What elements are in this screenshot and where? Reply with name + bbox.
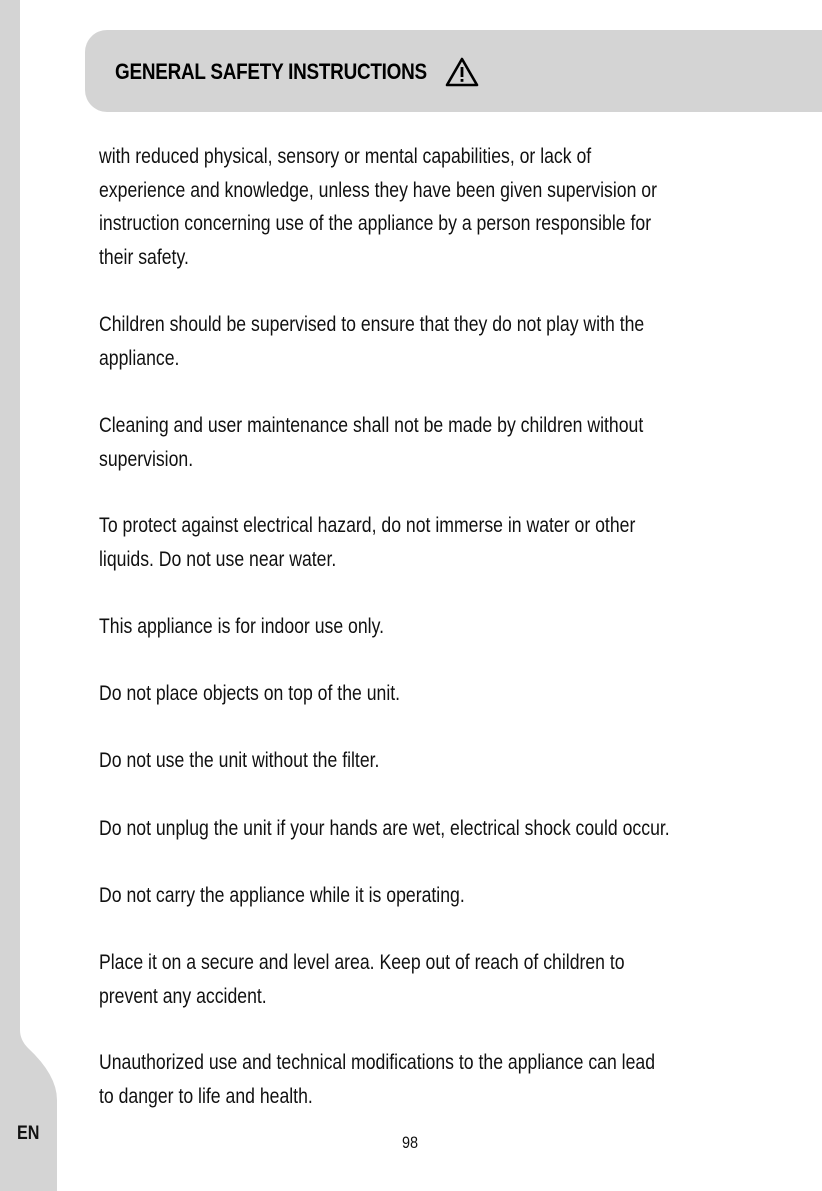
text-line: instruction concerning use of the appliance by a person responsible for (99, 212, 652, 235)
paragraph (99, 409, 822, 476)
text-line: experience and knowledge, unless they have been given supervision or (99, 178, 657, 202)
text-line: Do not place objects on top of the unit. (99, 682, 401, 705)
text-line: appliance. (99, 346, 180, 370)
text-line: To protect against electrical hazard, do not immerse in water or other (99, 514, 636, 537)
text-line: their safety. (99, 245, 189, 269)
paragraph (99, 744, 822, 778)
text-line: to danger to life and health. (99, 1084, 313, 1108)
paragraph (99, 1046, 822, 1113)
text-line: Unauthorized use and technical modifications to the appliance can lead (99, 1051, 656, 1074)
page-number: 98 (402, 1133, 419, 1152)
text-line: This appliance is for indoor use only. (99, 615, 385, 638)
text-line: Do not unplug the unit if your hands are wet, electrical shock could occur. (99, 817, 670, 840)
paragraph (99, 946, 822, 1013)
text-line: prevent any accident. (99, 984, 267, 1008)
text-line: Do not carry the appliance while it is operating. (99, 884, 465, 907)
text-line: Children should be supervised to ensure that they do not play with the (99, 313, 645, 336)
paragraph (99, 140, 822, 274)
text-line: liquids. Do not use near water. (99, 547, 337, 571)
page-title: GENERAL SAFETY INSTRUCTIONS (115, 59, 427, 84)
paragraph (99, 509, 822, 576)
text-line: supervision. (99, 447, 194, 471)
text-line: with reduced physical, sensory or mental capabilities, or lack of (99, 145, 592, 168)
warning-triangle-icon (444, 56, 480, 88)
paragraph (99, 677, 822, 711)
paragraph (99, 812, 822, 846)
text-line: Cleaning and user maintenance shall not be made by children without (99, 414, 644, 437)
language-code: EN (17, 1123, 40, 1144)
paragraph (99, 879, 822, 913)
text-line: Do not use the unit without the filter. (99, 749, 380, 772)
paragraph (99, 610, 822, 644)
paragraph (99, 308, 822, 375)
side-bar (0, 0, 57, 1191)
text-line: Place it on a secure and level area. Keep out of reach of children to (99, 951, 625, 974)
